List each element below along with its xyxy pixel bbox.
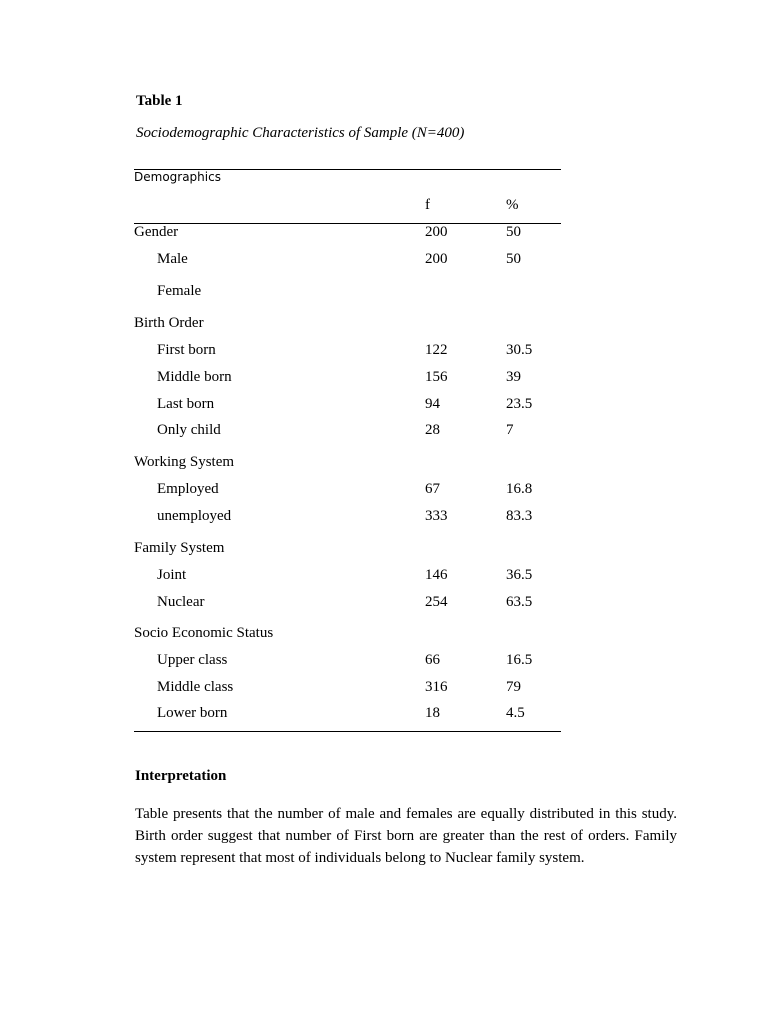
demographics-header: Demographics	[134, 170, 221, 184]
interpretation-paragraph: Table presents that the number of male and females are equally distributed in this study. Birth order suggest that number of First born are greater than the rest of orders. Family system represent that most of individuals belong to Nuclear family system.	[135, 806, 677, 866]
table-row-male	[134, 251, 561, 271]
table-label: Table 1	[136, 93, 183, 109]
row-percent: 4.5	[506, 705, 525, 721]
row-frequency: 156	[425, 369, 448, 385]
column-header-percent: %	[506, 197, 519, 213]
row-label: Male	[157, 251, 188, 267]
row-frequency: 67	[425, 481, 440, 497]
table-row-gender	[134, 224, 561, 244]
table-row-family-system	[134, 540, 561, 560]
row-percent: 7	[506, 422, 514, 438]
row-label: Gender	[134, 224, 179, 240]
row-label: Nuclear	[157, 594, 205, 610]
table-row-middle-class	[134, 679, 561, 699]
row-label: First born	[157, 342, 216, 358]
row-percent: 63.5	[506, 594, 533, 610]
row-frequency: 333	[425, 508, 448, 524]
row-percent: 39	[506, 369, 521, 385]
row-percent: 23.5	[506, 396, 533, 412]
row-label: Female	[157, 283, 202, 299]
row-label: Socio Economic Status	[134, 625, 274, 641]
row-label: Upper class	[157, 652, 228, 668]
table-row-working-system	[134, 454, 561, 474]
row-label: Working System	[134, 454, 235, 470]
row-label: Lower born	[157, 705, 228, 721]
row-label: Middle class	[157, 679, 234, 695]
table-row-socio-economic-status	[134, 625, 561, 645]
row-percent: 50	[506, 251, 521, 267]
row-percent: 36.5	[506, 567, 533, 583]
table-row-unemployed	[134, 508, 561, 528]
interpretation-heading: Interpretation	[135, 768, 227, 784]
row-frequency: 94	[425, 396, 440, 412]
table-row-nuclear	[134, 594, 561, 614]
row-frequency: 200	[425, 251, 448, 267]
row-percent: 50	[506, 224, 521, 240]
row-percent: 16.5	[506, 652, 533, 668]
table-row-middle-born	[134, 369, 561, 389]
row-frequency: 18	[425, 705, 440, 721]
row-label: Only child	[157, 422, 221, 438]
row-frequency: 122	[425, 342, 448, 358]
row-label: Birth Order	[134, 315, 204, 331]
row-label: unemployed	[157, 508, 232, 524]
table-row-lower-born	[134, 705, 561, 725]
table-row-female	[134, 283, 561, 303]
row-percent: 30.5	[506, 342, 533, 358]
table-row-joint	[134, 567, 561, 587]
row-percent: 16.8	[506, 481, 533, 497]
table-caption: Sociodemographic Characteristics of Sample (N=400)	[136, 125, 465, 141]
row-label: Family System	[134, 540, 225, 556]
table-row-last-born	[134, 396, 561, 416]
row-frequency: 66	[425, 652, 440, 668]
column-header-f: f	[425, 197, 430, 213]
table-row-upper-class	[134, 652, 561, 672]
row-percent: 79	[506, 679, 521, 695]
row-percent: 83.3	[506, 508, 533, 524]
table-row-only-child	[134, 422, 561, 442]
row-label: Employed	[157, 481, 219, 497]
row-frequency: 316	[425, 679, 448, 695]
row-frequency: 28	[425, 422, 440, 438]
row-label: Middle born	[157, 369, 232, 385]
table-bottom-rule	[134, 731, 561, 732]
table-row-employed	[134, 481, 561, 501]
row-frequency: 200	[425, 224, 448, 240]
table-row-first-born	[134, 342, 561, 362]
row-label: Joint	[157, 567, 187, 583]
table-row-birth-order	[134, 315, 561, 335]
row-frequency: 254	[425, 594, 448, 610]
row-label: Last born	[157, 396, 215, 412]
row-frequency: 146	[425, 567, 448, 583]
